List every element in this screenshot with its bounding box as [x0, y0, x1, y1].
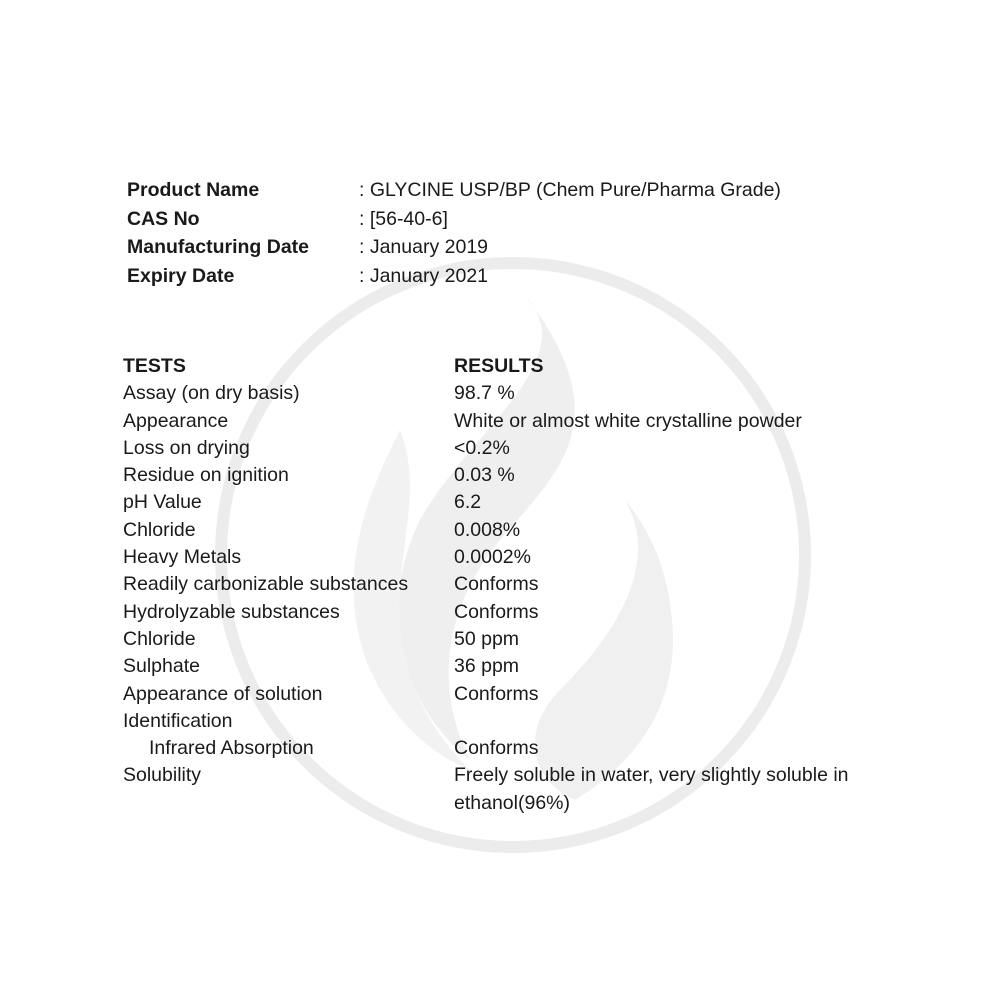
test-name: Loss on drying — [123, 436, 250, 459]
test-result: 0.03 % — [454, 464, 515, 487]
manufacturing-date-label: Manufacturing Date — [127, 236, 310, 258]
test-result: <0.2% — [454, 436, 510, 459]
test-name: pH Value — [123, 491, 202, 514]
test-name: Infrared Absorption — [149, 737, 314, 760]
test-result: 36 ppm — [454, 655, 520, 678]
test-result: 50 ppm — [454, 627, 520, 650]
test-result: 98.7 % — [454, 382, 515, 405]
test-name: Readily carbonizable substances — [123, 573, 409, 596]
test-name: Sulphate — [123, 655, 200, 678]
test-name: Chloride — [123, 627, 196, 650]
expiry-date-value: : January 2021 — [359, 264, 489, 287]
cas-no-value: : [56-40-6] — [359, 207, 448, 230]
test-result: 0.0002% — [454, 546, 531, 569]
test-result: 0.008% — [454, 518, 521, 541]
test-result: Conforms — [454, 600, 539, 623]
test-result: Conforms — [454, 737, 539, 760]
test-name: Residue on ignition — [123, 464, 289, 487]
test-result: White or almost white crystalline powder — [454, 409, 802, 432]
test-name: Heavy Metals — [123, 546, 242, 569]
cas-no-label: CAS No — [127, 207, 200, 230]
test-name: Solubility — [123, 764, 202, 787]
product-name-value: : GLYCINE USP/BP (Chem Pure/Pharma Grade) — [359, 179, 781, 201]
test-result: Freely soluble in water, very slightly soluble in ethanol(96%) — [454, 764, 849, 814]
test-result: Conforms — [454, 573, 539, 596]
test-name: Assay (on dry basis) — [123, 382, 300, 405]
test-name: Identification — [123, 709, 233, 732]
test-result: Conforms — [454, 682, 539, 705]
results-column-header: RESULTS — [454, 355, 544, 377]
product-name-label: Product Name — [127, 179, 260, 201]
test-name: Appearance of solution — [123, 682, 323, 705]
manufacturing-date-value: : January 2019 — [359, 236, 489, 258]
test-result: 6.2 — [454, 491, 482, 514]
tests-column-header: TESTS — [123, 355, 186, 377]
test-name: Hydrolyzable substances — [123, 600, 340, 623]
test-name: Appearance — [123, 409, 229, 432]
test-name: Chloride — [123, 518, 196, 541]
expiry-date-label: Expiry Date — [127, 264, 235, 287]
